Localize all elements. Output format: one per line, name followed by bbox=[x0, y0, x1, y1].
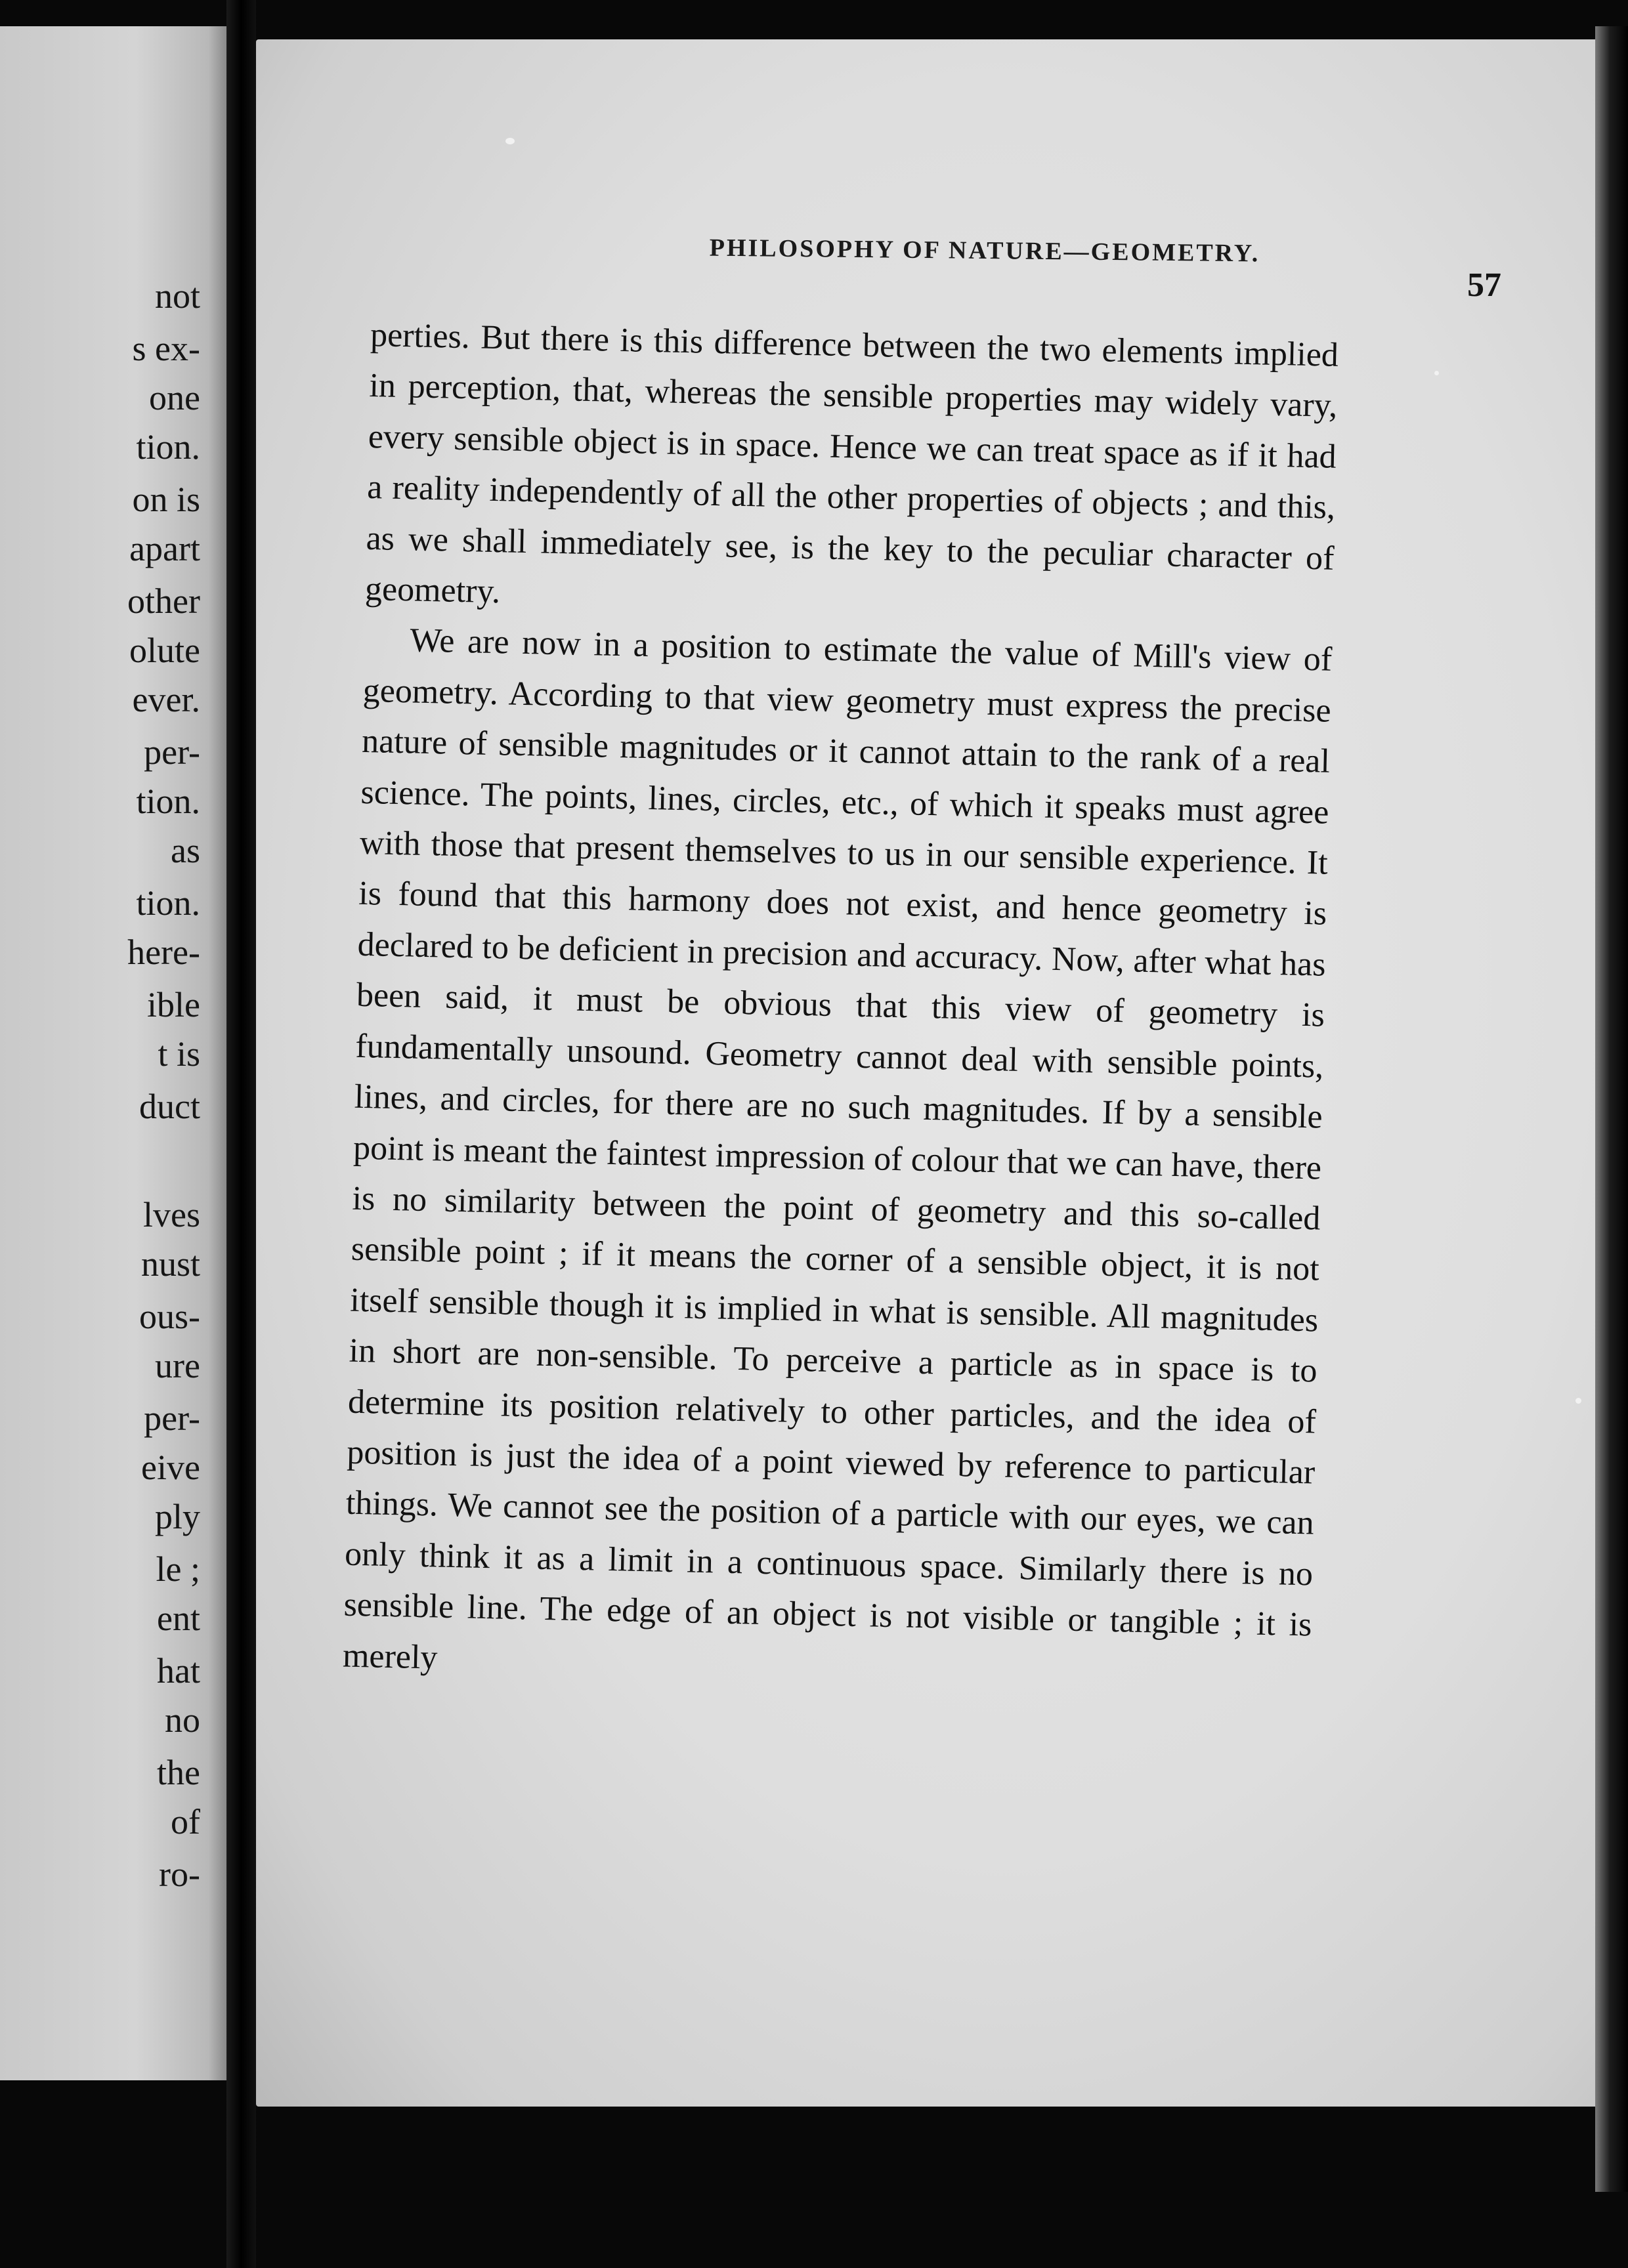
dust-speck bbox=[505, 138, 515, 144]
dust-speck bbox=[1575, 1398, 1581, 1404]
facing-page-fragment: the bbox=[157, 1753, 200, 1792]
running-head: PHILOSOPHY OF NATURE—GEOMETRY. bbox=[709, 234, 1260, 268]
facing-page-fragment: tion. bbox=[136, 883, 200, 923]
facing-page-fragment: of bbox=[171, 1802, 200, 1841]
book-gutter bbox=[226, 0, 256, 2268]
page-number: 57 bbox=[1467, 266, 1501, 304]
facing-page-fragment: ure bbox=[155, 1346, 200, 1385]
facing-page-fragment: t is bbox=[158, 1034, 200, 1074]
facing-page-fragment: duct bbox=[139, 1087, 200, 1126]
facing-page-fragment: apart bbox=[129, 529, 200, 568]
facing-page-fragment: nust bbox=[140, 1244, 200, 1284]
page-edge-shadow bbox=[1595, 26, 1628, 2192]
facing-page-fragment: not bbox=[154, 276, 200, 316]
facing-page-fragment: tion. bbox=[136, 427, 200, 467]
facing-page-fragment: tion. bbox=[136, 782, 200, 821]
facing-page-fragment: per- bbox=[144, 732, 200, 772]
facing-page-fragment: hat bbox=[157, 1651, 200, 1690]
facing-page-fragment: le ; bbox=[156, 1549, 200, 1589]
facing-page-fragment: here- bbox=[127, 933, 200, 972]
facing-page-fragment: ent bbox=[157, 1599, 200, 1638]
facing-page-fragment: as bbox=[171, 831, 200, 870]
facing-page-fragment: one bbox=[149, 378, 200, 417]
facing-page-fragment: s ex- bbox=[132, 329, 200, 368]
facing-page-fragment: eive bbox=[141, 1448, 200, 1487]
facing-page-left bbox=[0, 26, 226, 2080]
facing-page-fragment: no bbox=[165, 1700, 200, 1740]
facing-page-fragment: on is bbox=[132, 480, 200, 519]
body-text bbox=[342, 310, 1339, 1701]
facing-page-fragment: ever. bbox=[132, 680, 200, 719]
facing-page-fragment: lves bbox=[143, 1195, 200, 1234]
page-57 bbox=[256, 39, 1615, 2107]
facing-page-fragment: per- bbox=[144, 1398, 200, 1438]
facing-page-fragment: ible bbox=[147, 985, 200, 1024]
facing-page-fragment: olute bbox=[129, 631, 200, 670]
dust-speck bbox=[1434, 371, 1439, 375]
facing-page-fragment: ply bbox=[154, 1497, 200, 1536]
paragraph: perties. But there is this difference between the two elements implied in perception, that, whereas the sensible properties may widely vary, every sensible object is in space. Hence we can treat space as if it had a reality independently of all the other properties of objects ; and this, as we shall immediately see, is the key to the peculiar character of geometry. bbox=[364, 316, 1339, 611]
facing-page-fragment: other bbox=[127, 581, 200, 621]
paragraph: We are now in a position to estimate the value of Mill's view of geometry. According to that view geometry must express the precise nature of sensible magnitudes or it cannot attain to the rank of a real science. The points, lines, circles, etc., of which it speaks must agree with those that present themselves to us in our sensible experience. It is found that this harmony does not exist, and hence geometry is declared to be deficient in precision and accuracy. Now, after what has been said, it must be obvious that this view of geometry is fundamentally unsound. Geometry cannot deal with sensible points, lines, and circles, for there are no such magnitudes. If by a sensible point is meant the faintest impression of colour that we can have, there is no similarity between the point of geometry and this so-called sensible point ; if it means the corner of a sensible object, it is not itself sensible though it is implied in what is sensible. All magnitudes in short are non-sensible. To perceive a particle as in space is to determine its position relatively to other particles, and the idea of position is just the idea of a point viewed by reference to particular things. We cannot see the position of a particle with our eyes, we can only think it as a limit in a continuous space. Similarly there is no sensible line. The edge of an object is not visible or tangible ; it is merely bbox=[342, 621, 1333, 1677]
facing-page-fragment: ous- bbox=[139, 1297, 200, 1336]
facing-page-fragment: ro- bbox=[159, 1855, 200, 1894]
